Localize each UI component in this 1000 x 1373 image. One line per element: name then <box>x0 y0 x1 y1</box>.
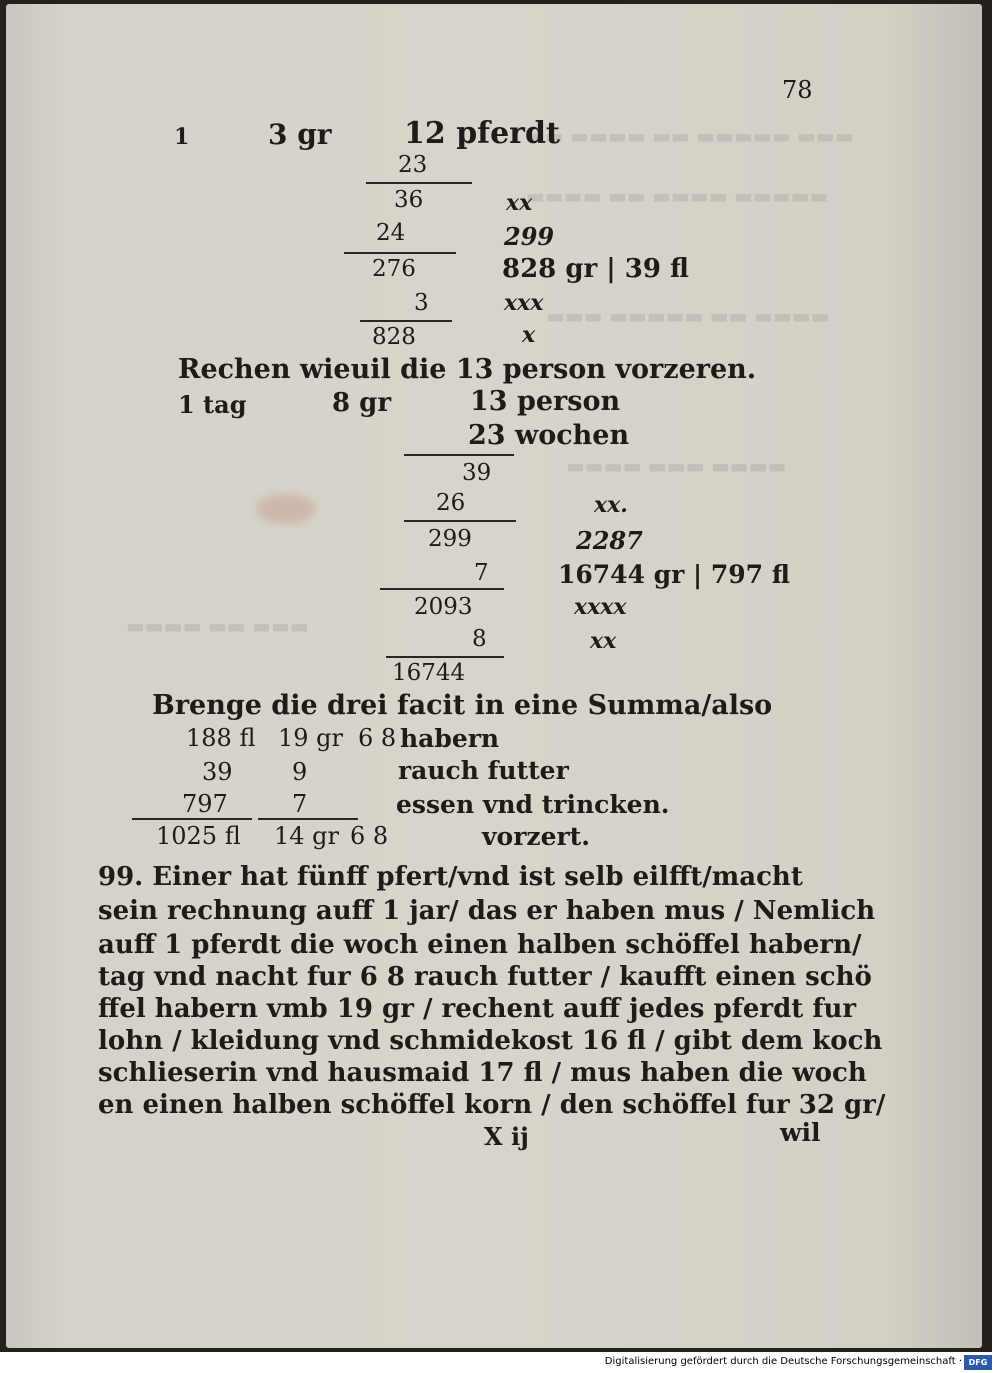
calc2-line: 16744 <box>392 660 466 686</box>
bleed-through-text: ▬▬▬ ▬▬▬▬▬ ▬▬ ▬▬▬▬ <box>546 304 830 328</box>
calc1-line: 36 <box>394 187 424 213</box>
paragraph-line: 99. Einer hat fünff pfert/vnd ist selb eilfft/macht <box>98 862 803 892</box>
calc2-line: 7 <box>474 560 489 586</box>
calc2-persons: 13 person <box>470 386 621 417</box>
paragraph-line: auff 1 pferdt die woch einen halben schöffel habern/ <box>98 930 862 960</box>
summary-pfennig: 6 8 <box>350 822 389 850</box>
calc1-line: 828 <box>372 324 416 350</box>
summary-groschen: 14 gr <box>274 822 340 850</box>
paragraph-line: sein rechnung auff 1 jar/ das er haben mus / Nemlich <box>98 896 876 926</box>
calc1-line: 23 <box>398 152 428 178</box>
summary-florin: 39 <box>202 758 233 786</box>
calc2-line: 2093 <box>414 594 473 620</box>
paragraph-line: ffel habern vmb 19 gr / rechent auff jedes pferdt fur <box>98 994 857 1024</box>
calc2-line: 39 <box>462 460 492 486</box>
summary-label: vorzert. <box>482 822 590 851</box>
summary-rule <box>258 818 358 820</box>
signature-mark: X ij <box>484 1122 529 1151</box>
summary-groschen: 19 gr <box>278 724 344 752</box>
summary-label: habern <box>400 724 500 753</box>
calc2-rule <box>386 656 504 658</box>
calc1-side: 299 <box>504 222 555 251</box>
summary-groschen: 7 <box>292 790 308 818</box>
calc1-line: 24 <box>376 220 406 246</box>
calc2-price: 8 gr <box>332 388 392 418</box>
page-number: 78 <box>782 76 813 104</box>
summary-label: essen vnd trincken. <box>396 790 670 819</box>
calc2-side: 2287 <box>576 526 643 555</box>
calc1-line: 3 <box>414 290 429 316</box>
summary-pfennig: 6 8 <box>358 724 397 752</box>
calc1-side: 828 gr | 39 fl <box>502 254 689 284</box>
calc1-rule <box>360 320 452 322</box>
calc1-side: xx <box>506 190 533 216</box>
bleed-through-text: ▬▬▬▬ ▬▬ ▬▬▬ <box>126 614 309 638</box>
paragraph-line: lohn / kleidung vnd schmidekost 16 fl / gibt dem koch <box>98 1026 883 1056</box>
catchword: wil <box>780 1118 821 1147</box>
calc2-weeks: 23 wochen <box>468 420 630 451</box>
calc1-side: x <box>522 322 536 348</box>
calc1-price: 3 gr <box>268 118 332 151</box>
paragraph-line: schlieserin vnd hausmaid 17 fl / mus haben die woch <box>98 1058 867 1088</box>
book-page <box>6 4 982 1348</box>
calc1-side: xxx <box>504 290 544 316</box>
calc1-count: 12 pferdt <box>404 116 560 151</box>
summary-florin: 1025 fl <box>156 822 241 850</box>
footer-bar <box>0 1352 1000 1373</box>
calc1-unit: 1 <box>174 124 190 150</box>
calc2-rule <box>404 454 514 456</box>
bleed-through-text: ▬▬ ▬▬▬▬ ▬▬ ▬▬▬▬▬ ▬▬▬ <box>526 124 854 148</box>
calc2-side: xx <box>590 628 617 654</box>
calc2-rule <box>380 588 504 590</box>
calc1-rule <box>344 252 456 254</box>
calc2-line: 26 <box>436 490 466 516</box>
calc2-unit: 1 tag <box>178 390 247 419</box>
footer-credit: Digitalisierung gefördert durch die Deutsche Forschungsgemeinschaft · <box>604 1356 962 1367</box>
calc2-line: 299 <box>428 526 472 552</box>
calc2-side: xx. <box>594 492 628 518</box>
calc2-rule <box>404 520 516 522</box>
calc1-line: 276 <box>372 256 416 282</box>
bleed-through-text: ▬▬▬▬ ▬▬ ▬▬▬▬ ▬▬▬▬▬ <box>526 184 829 208</box>
heading-sum: Brenge die drei facit in eine Summa/also <box>152 690 773 721</box>
paragraph-line: en einen halben schöffel korn / den schöffel fur 32 gr/ <box>98 1090 886 1120</box>
calc2-side: 16744 gr | 797 fl <box>558 560 790 589</box>
calc1-rule <box>366 182 472 184</box>
heading-expense: Rechen wieuil die 13 person vorzeren. <box>178 354 757 385</box>
dfg-logo: DFG <box>964 1355 992 1370</box>
paragraph-line: tag vnd nacht fur 6 8 rauch futter / kaufft einen schö <box>98 962 872 992</box>
paper-stain <box>256 494 316 524</box>
summary-label: rauch futter <box>398 756 569 785</box>
bleed-through-text: ▬▬▬▬ ▬▬▬ ▬▬▬▬ <box>566 454 787 478</box>
calc2-line: 8 <box>472 626 487 652</box>
summary-florin: 188 fl <box>186 724 256 752</box>
calc2-side: xxxx <box>574 594 627 620</box>
summary-florin: 797 <box>182 790 228 818</box>
summary-rule <box>132 818 252 820</box>
summary-groschen: 9 <box>292 758 308 786</box>
